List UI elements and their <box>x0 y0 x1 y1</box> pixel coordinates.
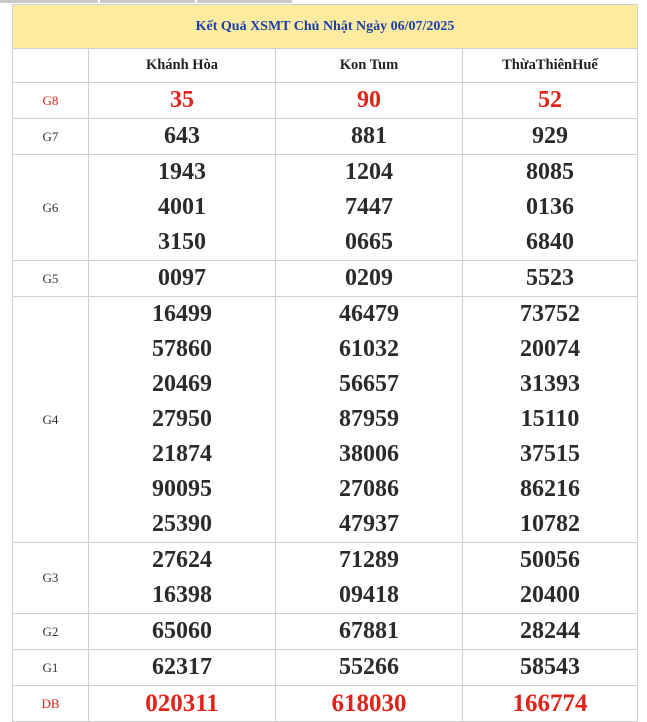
prize-label: G1 <box>13 650 89 686</box>
prize-row-g4 <box>13 402 638 437</box>
results-title: Kết Quả XSMT Chủ Nhật Ngày 06/07/2025 <box>13 5 638 49</box>
prize-number: 47937 <box>276 507 463 543</box>
prize-number: 65060 <box>89 614 276 650</box>
prize-row-g3 <box>13 543 638 579</box>
prize-label: G8 <box>13 83 89 119</box>
lottery-results-table <box>12 4 638 722</box>
province-header: Kon Tum <box>276 49 463 83</box>
prize-label: G4 <box>13 297 89 543</box>
prize-row-g5 <box>13 261 638 297</box>
prize-number: 20074 <box>463 332 638 367</box>
prize-number: 38006 <box>276 437 463 472</box>
prize-row-g4 <box>13 437 638 472</box>
prize-number: 61032 <box>276 332 463 367</box>
tab-strip-segment <box>197 0 292 3</box>
prize-label: G3 <box>13 543 89 614</box>
prize-number: 1204 <box>276 155 463 191</box>
prize-label: G5 <box>13 261 89 297</box>
prize-number: 20469 <box>89 367 276 402</box>
prize-number: 58543 <box>463 650 638 686</box>
prize-number: 15110 <box>463 402 638 437</box>
prize-number: 56657 <box>276 367 463 402</box>
prize-number: 618030 <box>276 686 463 722</box>
prize-label: DB <box>13 686 89 722</box>
prize-label: G7 <box>13 119 89 155</box>
province-header: ThừaThiênHuế <box>463 49 638 83</box>
prize-label: G6 <box>13 155 89 261</box>
results-body <box>13 83 638 722</box>
prize-number: 0209 <box>276 261 463 297</box>
prize-row-g4 <box>13 472 638 507</box>
prize-number: 90095 <box>89 472 276 507</box>
prize-number: 8085 <box>463 155 638 191</box>
prize-number: 20400 <box>463 578 638 614</box>
prize-number: 37515 <box>463 437 638 472</box>
prize-row-g3 <box>13 578 638 614</box>
prize-number: 73752 <box>463 297 638 333</box>
prize-number: 86216 <box>463 472 638 507</box>
prize-number: 0097 <box>89 261 276 297</box>
prize-number: 50056 <box>463 543 638 579</box>
prize-number: 31393 <box>463 367 638 402</box>
prize-row-g6 <box>13 155 638 191</box>
prize-number: 16398 <box>89 578 276 614</box>
prize-number: 71289 <box>276 543 463 579</box>
prize-row-g4 <box>13 332 638 367</box>
prize-number: 4001 <box>89 190 276 225</box>
prize-number: 6840 <box>463 225 638 261</box>
prize-number: 62317 <box>89 650 276 686</box>
prize-number: 27624 <box>89 543 276 579</box>
prize-number: 929 <box>463 119 638 155</box>
tab-strip-segment <box>0 0 98 3</box>
tab-strip-segment <box>100 0 195 3</box>
prize-row-g4 <box>13 297 638 333</box>
prize-number: 643 <box>89 119 276 155</box>
prize-number: 25390 <box>89 507 276 543</box>
prize-number: 7447 <box>276 190 463 225</box>
prize-number: 1943 <box>89 155 276 191</box>
prize-number: 0136 <box>463 190 638 225</box>
prize-number: 020311 <box>89 686 276 722</box>
prize-number: 87959 <box>276 402 463 437</box>
prize-number: 10782 <box>463 507 638 543</box>
prize-row-g8 <box>13 83 638 119</box>
prize-number: 166774 <box>463 686 638 722</box>
prize-row-g4 <box>13 367 638 402</box>
prize-column-header <box>13 49 89 83</box>
prize-number: 28244 <box>463 614 638 650</box>
prize-row-g4 <box>13 507 638 543</box>
prize-row-g6 <box>13 190 638 225</box>
prize-number: 67881 <box>276 614 463 650</box>
prize-label: G2 <box>13 614 89 650</box>
prize-row-g7 <box>13 119 638 155</box>
prize-number: 0665 <box>276 225 463 261</box>
prize-number: 27086 <box>276 472 463 507</box>
prize-number: 46479 <box>276 297 463 333</box>
prize-number: 16499 <box>89 297 276 333</box>
prize-row-g2 <box>13 614 638 650</box>
prize-number: 3150 <box>89 225 276 261</box>
prize-number: 35 <box>89 83 276 119</box>
prize-number: 57860 <box>89 332 276 367</box>
prize-row-g1 <box>13 650 638 686</box>
prize-number: 90 <box>276 83 463 119</box>
prize-row-g6 <box>13 225 638 261</box>
prize-number: 881 <box>276 119 463 155</box>
prize-number: 52 <box>463 83 638 119</box>
prize-number: 27950 <box>89 402 276 437</box>
prize-number: 21874 <box>89 437 276 472</box>
province-header-row <box>13 49 638 83</box>
prize-number: 55266 <box>276 650 463 686</box>
prize-row-db <box>13 686 638 722</box>
prize-number: 09418 <box>276 578 463 614</box>
prize-number: 5523 <box>463 261 638 297</box>
province-header: Khánh Hòa <box>89 49 276 83</box>
